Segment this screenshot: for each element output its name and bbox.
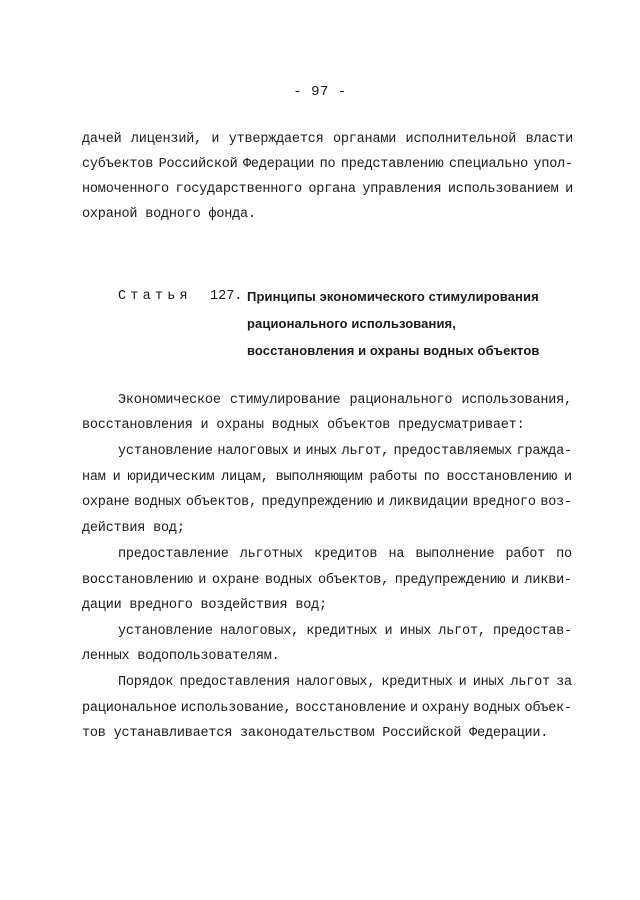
word: иных bbox=[399, 624, 432, 639]
word: лицам, bbox=[221, 470, 269, 485]
word: рационального bbox=[349, 393, 453, 408]
word: органами bbox=[332, 132, 397, 147]
word: за bbox=[556, 675, 572, 690]
word: восстановлению bbox=[446, 470, 558, 485]
word: выполнение bbox=[415, 547, 495, 562]
word: вредного bbox=[472, 495, 536, 510]
word: Порядок bbox=[118, 675, 174, 690]
word: льготных bbox=[239, 547, 303, 562]
body-line: ленных водопользователям. bbox=[82, 649, 280, 664]
article-title-line: рационального использования, bbox=[247, 316, 456, 331]
word: нам bbox=[82, 470, 106, 485]
page-number: - 97 - bbox=[293, 84, 347, 100]
word: установление bbox=[118, 444, 213, 459]
body-line bbox=[118, 623, 572, 641]
word: налоговых bbox=[217, 444, 289, 459]
body-line bbox=[82, 494, 572, 512]
body-line bbox=[118, 392, 572, 410]
word: и bbox=[376, 495, 385, 510]
word: иных bbox=[472, 675, 505, 690]
word: льгот, bbox=[341, 444, 390, 459]
word: налоговых, bbox=[296, 675, 376, 690]
word: выполняющим bbox=[275, 470, 363, 485]
word: установление bbox=[118, 624, 213, 639]
word: и bbox=[384, 624, 393, 639]
word: налоговых, bbox=[220, 624, 300, 639]
word: водных bbox=[473, 701, 521, 716]
word: по bbox=[556, 547, 572, 562]
word: и bbox=[409, 701, 418, 716]
word: и bbox=[112, 470, 121, 485]
word: гражда- bbox=[516, 444, 572, 459]
article-title-line: восстановления и охраны водных объектов bbox=[247, 343, 540, 358]
word: по bbox=[319, 157, 336, 172]
word: предоставление bbox=[118, 547, 229, 562]
word: восстановлению bbox=[82, 573, 193, 588]
word: ликви- bbox=[524, 573, 572, 588]
word: водных bbox=[264, 573, 313, 588]
intro-line bbox=[82, 181, 573, 199]
word: лицензий, bbox=[130, 132, 203, 147]
word: кредитов bbox=[314, 547, 378, 562]
body-line bbox=[118, 546, 572, 564]
word: льгот, bbox=[438, 624, 486, 639]
word: утверждается bbox=[228, 132, 324, 147]
word: представлению bbox=[340, 157, 444, 172]
word: объек- bbox=[524, 701, 572, 716]
body-line bbox=[118, 443, 572, 461]
word: упол- bbox=[533, 157, 573, 172]
word: рациональное bbox=[82, 701, 177, 716]
word: по bbox=[423, 470, 440, 485]
word: работы bbox=[369, 470, 417, 485]
intro-line bbox=[82, 131, 573, 149]
body-line: тов устанавливается законодательством Российской Федерации. bbox=[82, 726, 549, 741]
word: объектов, bbox=[317, 573, 390, 588]
word: использованием bbox=[447, 182, 559, 197]
word: номоченного bbox=[82, 182, 169, 197]
body-line bbox=[82, 700, 572, 718]
word: восстановление bbox=[295, 701, 406, 716]
word: использования, bbox=[461, 393, 572, 408]
article-label: Статья bbox=[118, 289, 192, 304]
word: кредитных bbox=[306, 624, 378, 639]
word: предупреждению bbox=[261, 495, 373, 510]
body-line: действия вод; bbox=[82, 521, 185, 536]
intro-line bbox=[82, 156, 573, 174]
word: юридическим bbox=[127, 470, 215, 485]
word: предоставления bbox=[179, 675, 291, 690]
word: стимулирование bbox=[229, 393, 341, 408]
word: и bbox=[211, 132, 220, 147]
word: охрану bbox=[421, 701, 470, 716]
word: воз- bbox=[540, 495, 572, 510]
body-line bbox=[82, 572, 572, 590]
word: и bbox=[510, 573, 519, 588]
word: государственного bbox=[175, 182, 302, 197]
word: на bbox=[388, 547, 405, 562]
word: водных bbox=[133, 495, 182, 510]
article-number: 127. bbox=[210, 289, 243, 304]
word: Экономическое bbox=[118, 393, 221, 408]
word: льгот bbox=[510, 675, 550, 690]
article-title-line: Принципы экономического стимулирования bbox=[247, 289, 539, 304]
word: иных bbox=[305, 444, 338, 459]
word: и bbox=[293, 444, 301, 459]
word: охране bbox=[211, 573, 260, 588]
body-line bbox=[82, 469, 572, 487]
word: власти bbox=[525, 132, 573, 147]
word: объектов, bbox=[185, 495, 257, 510]
word: ликвидации bbox=[389, 495, 469, 510]
body-line bbox=[118, 674, 572, 692]
word: органа bbox=[308, 182, 356, 197]
word: предупреждению bbox=[394, 573, 506, 588]
word: кредитных bbox=[381, 675, 453, 690]
word: дачей bbox=[82, 132, 122, 147]
body-line: восстановления и охраны водных объектов предусматривает: bbox=[82, 418, 525, 433]
word: субъектов bbox=[82, 157, 154, 172]
word: и bbox=[565, 182, 573, 197]
word: Федерации bbox=[243, 157, 315, 172]
word: и bbox=[564, 470, 572, 485]
word: использование, bbox=[180, 701, 292, 716]
body-line: дации вредного воздействия вод; bbox=[82, 598, 327, 613]
word: специально bbox=[448, 157, 528, 172]
word: и bbox=[458, 675, 467, 690]
word: предостав- bbox=[492, 624, 572, 639]
word: исполнительной bbox=[405, 132, 517, 147]
word: и bbox=[198, 573, 207, 588]
word: работ bbox=[505, 547, 546, 562]
word: Российской bbox=[158, 157, 238, 172]
intro-line: охраной водного фонда. bbox=[82, 207, 256, 222]
word: охране bbox=[82, 495, 130, 510]
word: управления bbox=[362, 182, 442, 197]
word: предоставляемых bbox=[393, 444, 513, 459]
